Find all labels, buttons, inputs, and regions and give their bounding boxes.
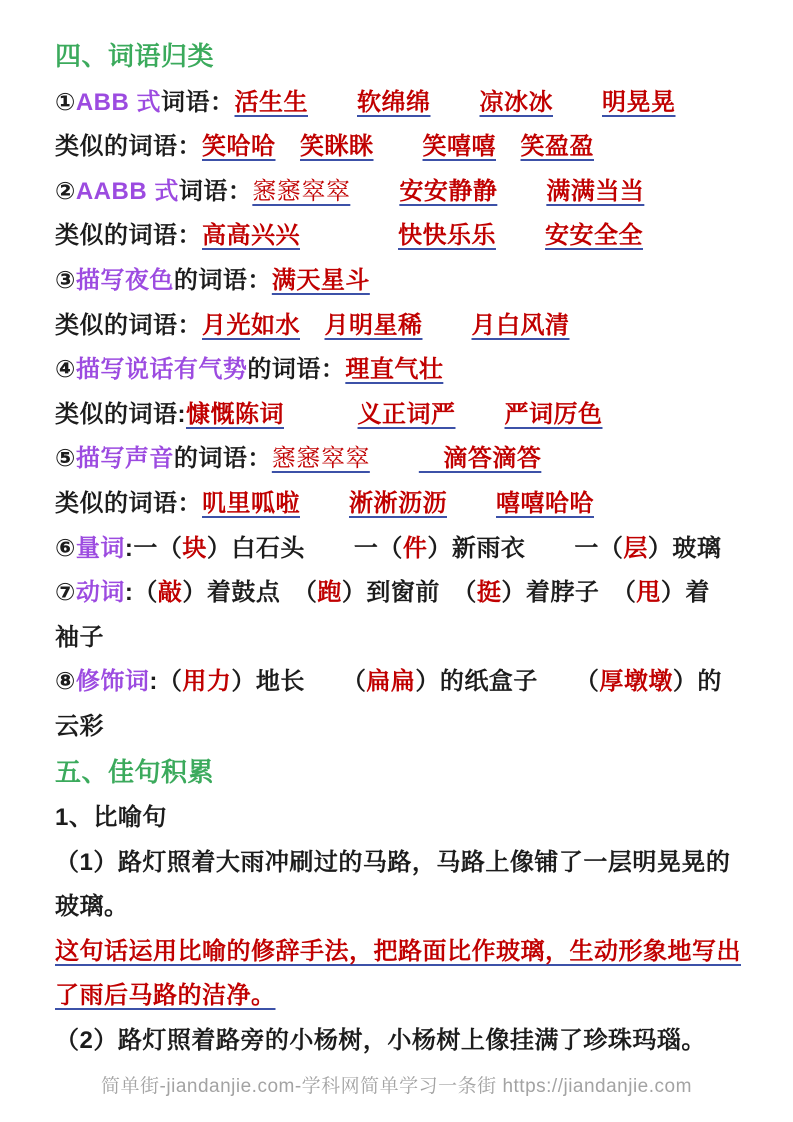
text-segment: ）玻璃	[647, 534, 722, 562]
text-segment: （	[464, 579, 477, 607]
text-line	[55, 348, 749, 393]
text-segment: :（	[124, 579, 158, 607]
text-line	[55, 81, 749, 126]
text-segment	[300, 490, 349, 517]
text-segment: 词语：	[161, 88, 235, 116]
text-segment: 月明星稀	[324, 311, 423, 339]
text-line	[55, 885, 749, 930]
text-segment: 描写声音	[75, 445, 174, 473]
text-line	[55, 930, 749, 975]
text-segment: 类似的词语：	[55, 222, 202, 250]
text-line	[55, 259, 749, 304]
document-content	[55, 34, 749, 1064]
text-segment: ⑧	[55, 668, 76, 696]
text-segment	[456, 401, 505, 428]
text-segment: 笑嘻嘻	[422, 133, 496, 161]
text-segment	[308, 89, 357, 116]
text-segment: （	[353, 668, 367, 696]
text-segment: ABB 式	[75, 88, 161, 116]
text-line	[55, 527, 749, 572]
text-segment: 高高兴兴	[202, 222, 300, 250]
text-segment: 快快乐乐	[398, 222, 496, 250]
text-segment	[525, 535, 574, 562]
text-segment: 义正词严	[357, 400, 456, 428]
text-segment: 满天星斗	[271, 266, 370, 294]
text-segment: 安安全全	[545, 222, 643, 250]
section-heading: 四、词语归类	[55, 41, 215, 71]
text-segment	[440, 579, 465, 606]
text-segment: ）白石头	[206, 534, 305, 562]
text-line	[55, 841, 749, 886]
text-segment	[497, 178, 546, 205]
text-segment: 类似的词语：	[55, 311, 202, 339]
text-segment: 满满当当	[546, 177, 645, 205]
watermark-footer: 简单街-jiandanjie.com-学科网简单学习一条街 https://jiandanjie.com	[101, 1076, 692, 1097]
text-segment: ）着	[660, 579, 710, 607]
text-segment	[431, 89, 480, 116]
text-line	[55, 974, 749, 1019]
text-line	[55, 1019, 749, 1064]
text-segment: 修饰词	[75, 668, 150, 696]
text-segment: 活生生	[234, 88, 308, 116]
text-segment	[538, 668, 587, 695]
text-segment: 类似的词语：	[55, 133, 202, 161]
text-segment	[553, 89, 602, 116]
text-segment: 叽里呱啦	[202, 489, 300, 517]
text-segment: 慷慨陈词	[186, 400, 284, 428]
text-segment: （1）路灯照着大雨冲刷过的马路，马路上像铺了一层明晃晃的	[55, 848, 731, 876]
text-segment: ）着鼓点	[182, 579, 281, 607]
text-segment: 云彩	[55, 712, 104, 740]
text-segment	[305, 535, 354, 562]
text-line	[55, 482, 749, 527]
text-segment: 嘻嘻哈哈	[496, 489, 594, 517]
text-segment: 凉冰冰	[479, 88, 553, 116]
text-segment: 这句话运用比喻的修辞手法，把路面比作玻璃，生动形象地写出	[55, 937, 741, 965]
section-heading: 五、佳句积累	[55, 756, 215, 787]
text-segment: ）的纸盒子	[415, 668, 538, 696]
text-segment: 类似的词语：	[55, 489, 202, 517]
text-segment: 一（	[353, 534, 403, 562]
text-segment	[305, 668, 354, 695]
text-segment	[496, 133, 521, 160]
text-segment: 淅淅沥沥	[349, 489, 447, 517]
text-segment	[300, 312, 325, 339]
text-segment: 词语：	[178, 177, 253, 205]
text-line	[55, 304, 749, 349]
text-segment	[300, 222, 398, 249]
text-segment: 厚墩墩	[599, 668, 673, 696]
text-segment	[496, 222, 545, 249]
text-segment: 类似的词语:	[55, 400, 186, 428]
text-segment: 块	[182, 534, 207, 562]
text-segment: ⑤	[55, 445, 76, 473]
text-segment: 窸窸窣窣	[252, 177, 351, 205]
text-segment	[276, 133, 301, 160]
text-segment: 甩	[636, 579, 661, 607]
text-line	[55, 750, 749, 797]
text-segment: ）的	[672, 668, 722, 696]
text-segment: 扁扁	[366, 668, 416, 696]
text-segment: 敲	[157, 579, 183, 607]
text-line	[55, 616, 749, 661]
text-segment: 1、比喻句	[55, 804, 167, 832]
text-segment: 笑哈哈	[202, 133, 276, 161]
text-line	[55, 170, 749, 215]
text-segment: ④	[55, 356, 76, 384]
text-segment: ①	[55, 88, 76, 116]
text-line	[55, 796, 749, 841]
text-segment: 严词厉色	[504, 400, 603, 428]
text-segment: ）着脖子	[501, 579, 600, 607]
text-segment	[280, 579, 305, 606]
text-segment: 理直气壮	[345, 356, 444, 384]
text-segment: 月白风清	[471, 311, 570, 339]
text-segment: ③	[55, 266, 76, 294]
text-segment	[599, 579, 624, 606]
text-segment: 袖子	[55, 623, 104, 651]
text-segment	[370, 445, 419, 472]
text-segment: （	[623, 579, 637, 607]
text-segment: ）新雨衣	[427, 534, 526, 562]
text-segment: 动词	[75, 579, 125, 607]
text-segment: ⑦	[55, 579, 76, 607]
text-segment: 件	[402, 534, 428, 562]
text-segment: 月光如水	[202, 311, 300, 339]
text-segment: 玻璃。	[55, 893, 129, 921]
text-line	[55, 393, 749, 438]
text-segment: 层	[623, 534, 648, 562]
text-segment: 量词	[75, 534, 125, 562]
text-segment: AABB 式	[75, 177, 179, 205]
text-segment	[423, 312, 472, 339]
text-line	[55, 34, 749, 81]
text-segment: （	[304, 579, 318, 607]
text-segment: 的词语：	[173, 445, 272, 473]
text-segment	[374, 133, 423, 160]
text-line	[55, 125, 749, 170]
text-segment: :（	[149, 668, 183, 696]
text-segment	[350, 178, 399, 205]
text-segment	[447, 490, 496, 517]
text-segment: 描写夜色	[75, 266, 174, 294]
text-segment	[284, 401, 358, 428]
text-segment: 跑	[317, 579, 342, 607]
text-line	[55, 214, 749, 259]
text-segment: （2）路灯照着路旁的小杨树，小杨树上像挂满了珍珠玛瑙。	[55, 1027, 706, 1055]
text-segment: 笑盈盈	[520, 133, 594, 161]
text-segment: ）到窗前	[341, 579, 440, 607]
text-segment: 软绵绵	[357, 88, 431, 116]
text-segment: 安安静静	[399, 177, 498, 205]
text-segment: 了雨后马路的洁净。	[55, 982, 276, 1010]
text-segment: 描写说话有气势	[75, 356, 248, 384]
text-segment: 窸窸窣窣	[271, 445, 370, 473]
text-segment: ⑥	[55, 534, 76, 562]
text-segment: 明晃晃	[602, 88, 676, 116]
text-segment: ②	[55, 177, 76, 205]
text-line	[55, 571, 749, 616]
text-line	[55, 705, 749, 750]
text-segment: 笑眯眯	[300, 133, 374, 161]
text-segment: 的词语：	[247, 356, 346, 384]
text-segment: ）地长	[231, 668, 305, 696]
text-segment: 的词语：	[173, 266, 272, 294]
text-segment: :一（	[124, 534, 183, 562]
text-line	[55, 660, 749, 705]
text-segment: 滴答滴答	[418, 445, 542, 473]
text-segment: 一（	[574, 534, 624, 562]
text-segment: （	[586, 668, 600, 696]
text-segment: 挺	[476, 579, 502, 607]
text-segment: 用力	[182, 668, 232, 696]
text-line	[55, 437, 749, 482]
